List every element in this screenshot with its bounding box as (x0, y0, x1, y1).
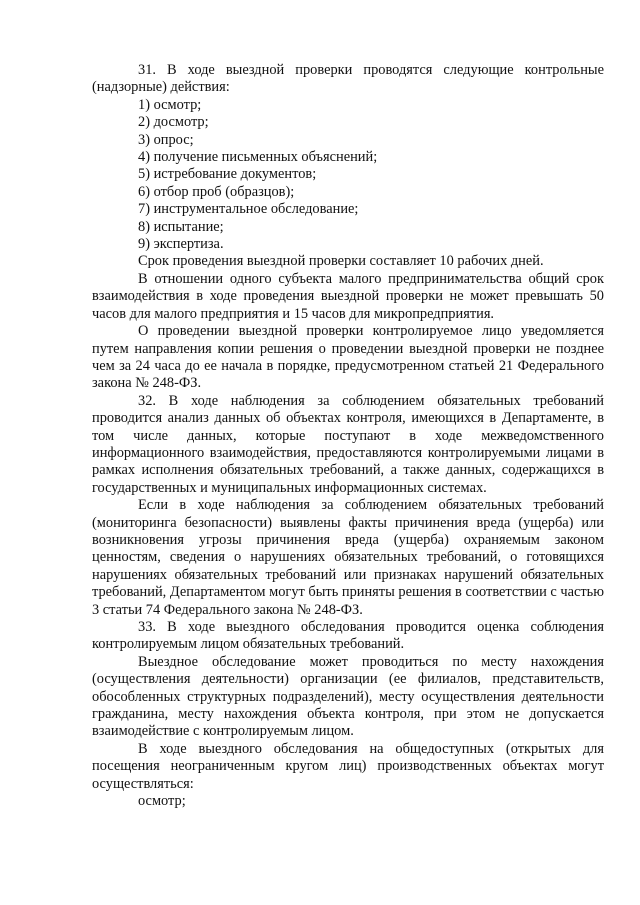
list-item: 5) истребование документов; (138, 166, 317, 183)
paragraph-32-violations: Если в ходе наблюдения за соблюдением обязательных требований (мониторинга безопасности) выявлены факты причинения вреда (ущерба) или возникновения угрозы причинения вреда (ущерба) охраняемым законом ценностям, сведения о нарушениях обязательных требований, о готовящихся нарушениях обязательных требований или признаках нарушений обязательных требований, Департаментом могут быть приняты решения в соответствии с частью 3 статьи 74 Федерального закона № 248-ФЗ. (92, 497, 604, 618)
paragraph-term: Срок проведения выездной проверки составляет 10 рабочих дней. (138, 253, 544, 270)
list-item: 7) инструментальное обследование; (138, 201, 359, 218)
paragraph-33-public: В ходе выездного обследования на общедоступных (открытых для посещения неограниченным кругом лиц) производственных объектах могут осуществляться: (92, 740, 604, 792)
list-item: 9) экспертиза. (138, 236, 224, 253)
document-page (92, 62, 604, 810)
paragraph-32: 32. В ходе наблюдения за соблюдением обязательных требований проводится анализ данных об объектах контроля, имеющихся в Департаменте, в том числе данных, которые поступают в ходе межведомственного информационного взаимодействия, предоставляются контролируемыми лицами в рамках исполнения обязательных требований, а также данных, содержащихся в государственных и муниципальных информационных системах. (92, 392, 604, 496)
paragraph-33-location: Выездное обследование может проводиться по месту нахождения (осуществления деятельности) организации (ее филиалов, представительств, обособленных структурных подразделений), месту осуществления деятельности гражданина, месту нахождения объекта контроля, при этом не допускается взаимодействие с контролируемым лицом. (92, 653, 604, 740)
paragraph-notification: О проведении выездной проверки контролируемое лицо уведомляется путем направления копии решения о проведении выездной проверки не позднее чем за 24 часа до ее начала в порядке, предусмотренном статьей 21 Федерального закона № 248-ФЗ. (92, 323, 604, 392)
list-item: 1) осмотр; (138, 96, 202, 113)
list-item: 4) получение письменных объяснений; (138, 149, 378, 166)
list-item: 8) испытание; (138, 218, 224, 235)
list-item: 6) отбор проб (образцов); (138, 183, 295, 200)
paragraph-33: 33. В ходе выездного обследования проводится оценка соблюдения контролируемым лицом обязательных требований. (92, 619, 604, 653)
list-item: 2) досмотр; (138, 114, 209, 131)
paragraph-small-business: В отношении одного субъекта малого предпринимательства общий срок взаимодействия в ходе проведения выездной проверки не может превышать 50 часов для малого предприятия и 15 часов для микропредприятия. (92, 270, 604, 322)
list-item: осмотр; (138, 793, 186, 810)
list-item: 3) опрос; (138, 131, 194, 148)
paragraph-31-intro: 31. В ходе выездной проверки проводятся следующие контрольные (надзорные) действия: (92, 62, 604, 96)
